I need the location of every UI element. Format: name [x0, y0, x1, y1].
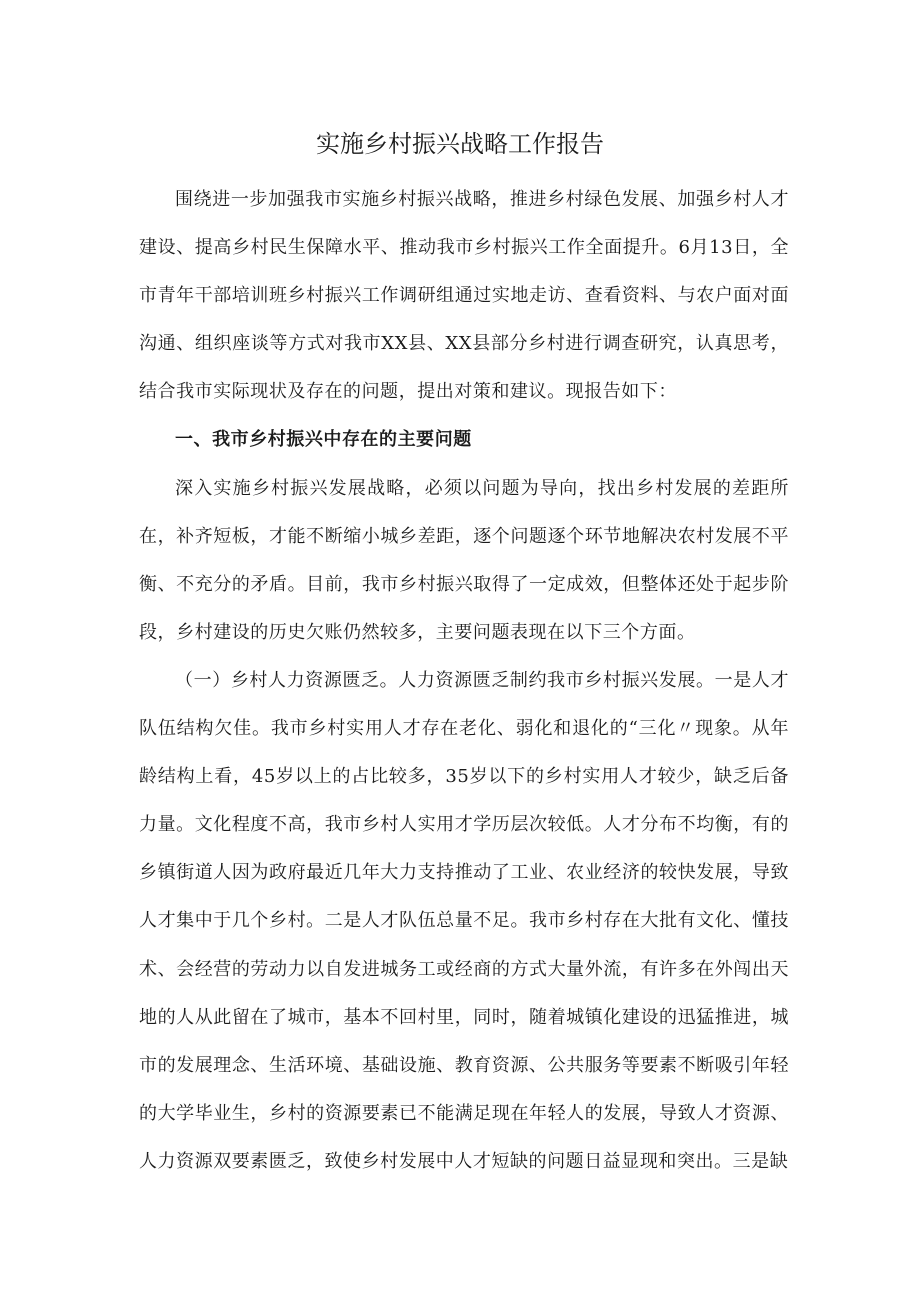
section-intro-paragraph: 深入实施乡村振兴发展战略，必须以问题为导向，找出乡村发展的差距所在，补齐短板，才能不断缩小城乡差距，逐个问题逐个环节地解决农村发展不平衡、不充分的矛盾。目前，我市乡村振兴取得了一定成效，但整体还处于起步阶段，乡村建设的历史欠账仍然较多，主要问题表现在以下三个方面。 — [139, 477, 789, 643]
intro-paragraph: 围绕进一步加强我市实施乡村振兴战略，推进乡村绿色发展、加强乡村人才建设、提高乡村民生保障水平、推动我市乡村振兴工作全面提升。6月13日，全市青年干部培训班乡村振兴工作调研组通过实地走访、查看资料、与农户面对面沟通、组织座谈等方式对我市XX县、XX县部分乡村进行调查研究，认真思考，结合我市实际现状及存在的问题，提出对策和建议。现报告如下： — [139, 189, 789, 403]
section-heading: 一、我市乡村振兴中存在的主要问题 — [175, 429, 472, 451]
document-title: 实施乡村振兴战略工作报告 — [316, 130, 604, 158]
subsection-paragraph: （一）乡村人力资源匮乏。人力资源匮乏制约我市乡村振兴发展。一是人才队伍结构欠佳。我市乡村实用人才存在老化、弱化和退化的“三化〃现象。从年龄结构上看，45岁以上的占比较多，35岁以下的乡村实用人才较少，缺乏后备力量。文化程度不高，我市乡村人实用才学历层次较低。人才分布不均衡，有的乡镇街道人因为政府最近几年大力支持推动了工业、农业经济的较快发展，导致人才集中于几个乡村。二是人才队伍总量不足。我市乡村存在大批有文化、懂技术、会经营的劳动力以自发进城务工或经商的方式大量外流，有许多在外闯出天地的人从此留在了城市，基本不回村里，同时，随着城镇化建设的迅猛推进，城市的发展理念、生活环境、基础设施、教育资源、公共服务等要素不断吸引年轻的大学毕业生，乡村的资源要素已不能满足现在年轻人的发展，导致人才资源、人力资源双要素匮乏，致使乡村发展中人才短缺的问题日益显现和突出。三是缺 — [139, 669, 789, 1172]
document-body — [139, 176, 789, 1186]
